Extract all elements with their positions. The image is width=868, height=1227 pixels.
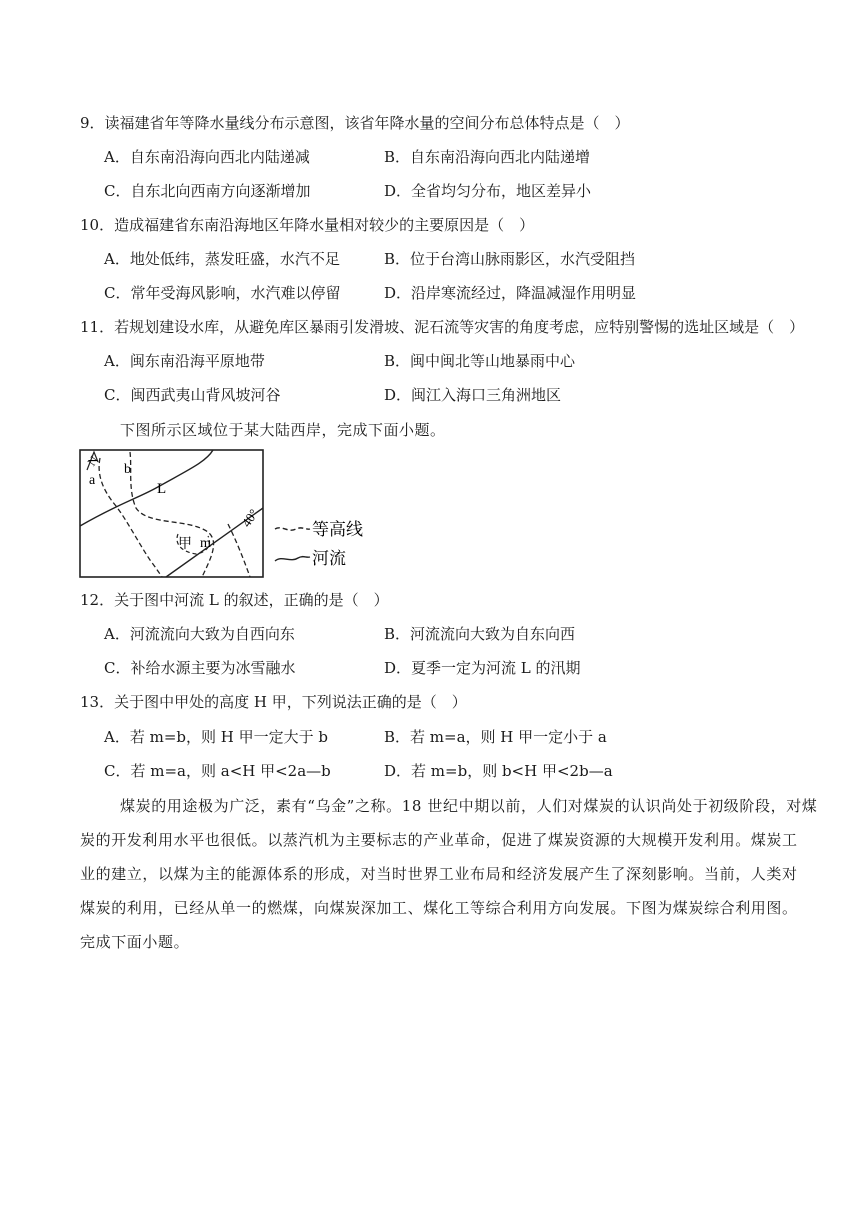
question-12-stem: 12．关于图中河流 L 的叙述，正确的是（ ）	[80, 591, 389, 609]
contour-label-a: a	[89, 473, 96, 488]
map-frame	[80, 450, 263, 577]
question-11-option-a: A．闽东南沿海平原地带	[104, 352, 265, 370]
question-12-option-d: D．夏季一定为河流 L 的汛期	[384, 659, 581, 677]
question-10-option-c: C．常年受海风影响，水汽难以停留	[104, 284, 341, 302]
coal-paragraph-line-4: 煤炭的利用，已经从单一的燃煤，向煤炭深加工、煤化工等综合利用方向发展。下图为煤炭综合利用图。	[80, 899, 798, 917]
question-11-stem: 11．若规划建设水库，从避免库区暴雨引发滑坡、泥石流等灾害的角度考虑，应特别警惕的选址区域是（ ）	[80, 318, 805, 336]
question-9-option-d: D．全省均匀分布，地区差异小	[384, 182, 592, 200]
contour-label-b: b	[124, 462, 131, 477]
question-9-stem: 9．读福建省年等降水量线分布示意图，该省年降水量的空间分布总体特点是（ ）	[80, 114, 630, 132]
question-10-option-a: A．地处低纬，蒸发旺盛，水汽不足	[104, 250, 340, 268]
question-13-stem: 13．关于图中甲处的高度 H 甲，下列说法正确的是（ ）	[80, 693, 467, 711]
coal-paragraph-line-1: 煤炭的用途极为广泛，素有“乌金”之称。18 世纪中期以前，人们对煤炭的认识尚处于初级阶段，对煤	[120, 797, 818, 815]
question-9-option-c: C．自东北向西南方向逐渐增加	[104, 182, 311, 200]
question-11-option-b: B．闽中闽北等山地暴雨中心	[384, 352, 576, 370]
question-11-option-d: D．闽江入海口三角洲地区	[384, 386, 562, 404]
coal-paragraph-line-3: 业的建立，以煤为主的能源体系的形成，对当时世界工业布局和经济发展产生了深刻影响。当前，人类对	[80, 865, 798, 883]
contour-map	[78, 448, 378, 580]
legend-river-label: 河流	[312, 549, 346, 568]
contour-b	[130, 452, 214, 577]
legend-river-symbol	[275, 557, 310, 561]
map-intro: 下图所示区域位于某大陆西岸，完成下面小题。	[120, 421, 446, 439]
contour-label-m: m	[200, 536, 211, 551]
question-13-option-d: D．若 m=b，则 b<H 甲<2b—a	[384, 762, 613, 780]
question-13-option-c: C．若 m=a，则 a<H 甲<2a—b	[104, 762, 331, 780]
question-10-option-d: D．沿岸寒流经过，降温减湿作用明显	[384, 284, 637, 302]
contour-right	[228, 524, 250, 577]
question-10-stem: 10．造成福建省东南沿海地区年降水量相对较少的主要原因是（ ）	[80, 216, 535, 234]
question-11-option-c: C．闽西武夷山背风坡河谷	[104, 386, 281, 404]
latitude-label: 40°	[238, 506, 262, 530]
question-12-option-c: C．补给水源主要为冰雪融水	[104, 659, 296, 677]
question-13-option-b: B．若 m=a，则 H 甲一定小于 a	[384, 728, 607, 746]
legend-contour-symbol	[275, 528, 310, 530]
coal-paragraph-line-5: 完成下面小题。	[80, 933, 190, 951]
question-13-option-a: A．若 m=b，则 H 甲一定大于 b	[104, 728, 328, 746]
question-10-option-b: B．位于台湾山脉雨影区，水汽受阻挡	[384, 250, 636, 268]
question-9-option-a: A．自东南沿海向西北内陆递减	[104, 148, 310, 166]
question-12-option-b: B．河流流向大致为自东向西	[384, 625, 576, 643]
north-label: N	[84, 453, 101, 469]
coal-paragraph-line-2: 炭的开发利用水平也很低。以蒸汽机为主要标志的产业革命，促进了煤炭资源的大规模开发利用。煤炭工	[80, 831, 798, 849]
point-jia-label: 甲	[178, 537, 192, 552]
river-label-L: L	[157, 481, 167, 497]
question-9-option-b: B．自东南沿海向西北内陆递增	[384, 148, 591, 166]
legend-contour-label: 等高线	[312, 520, 363, 539]
question-12-option-a: A．河流流向大致为自西向东	[104, 625, 295, 643]
